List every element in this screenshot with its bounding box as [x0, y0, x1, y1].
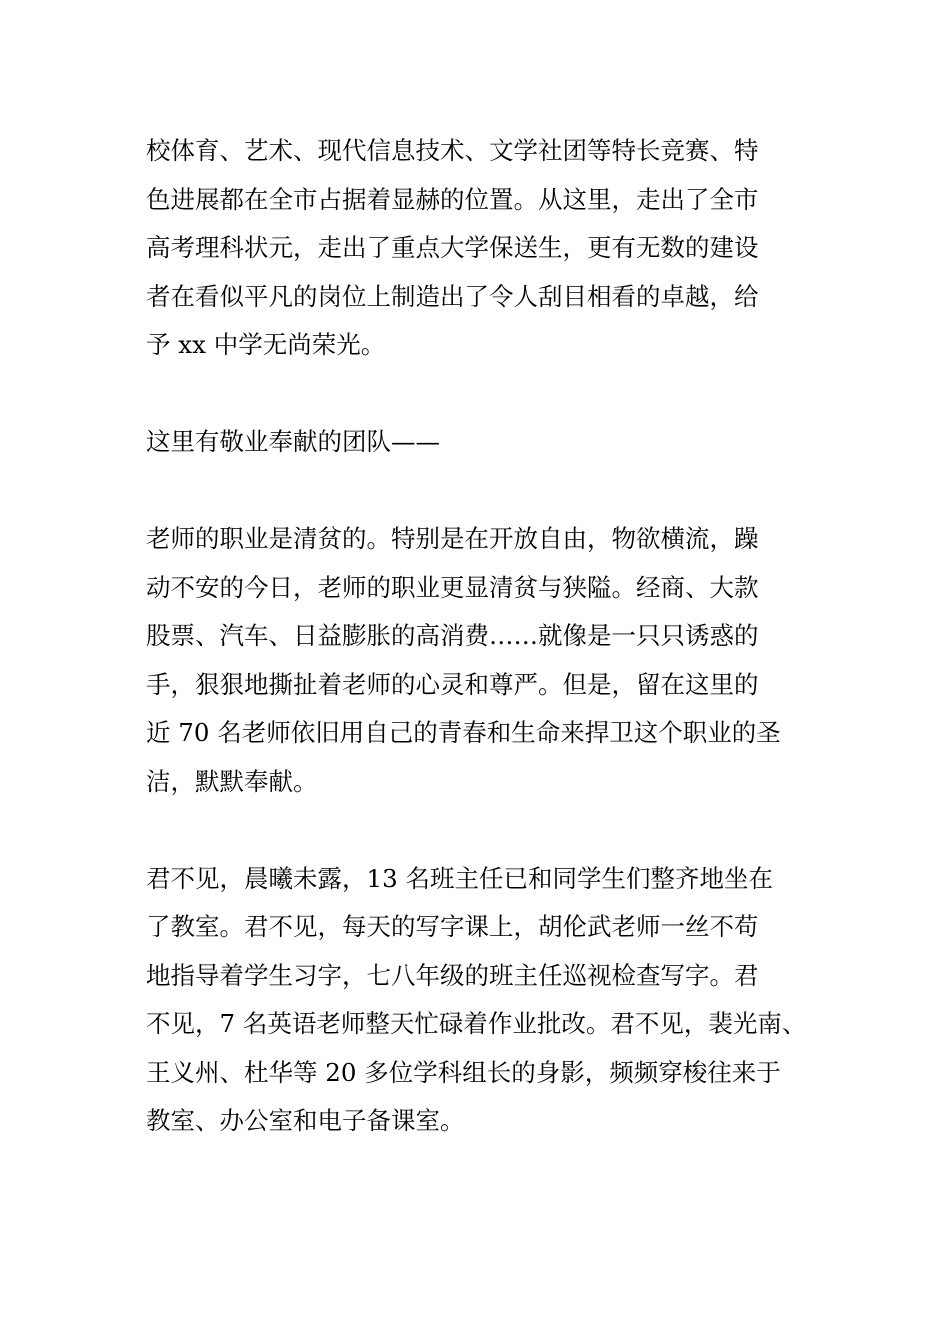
text-line: 高考理科状元，走出了重点大学保送生，更有无数的建设 — [146, 233, 759, 262]
text-line: 予 xx 中学无尚荣光。 — [146, 330, 386, 359]
text-line: 这里有敬业奉献的团队—— — [146, 427, 440, 456]
paragraph-teacher-profession — [146, 515, 836, 806]
text-line: 色进展都在全市占据着显赫的位置。从这里，走出了全市 — [146, 184, 759, 214]
document-body — [146, 127, 836, 1194]
text-line: 教室、办公室和电子备课室。 — [146, 1106, 465, 1135]
text-line: 近 70 名老师依旧用自己的青春和生命来捍卫这个职业的圣 — [146, 718, 781, 747]
text-line: 老师的职业是清贫的。特别是在开放自由，物欲横流，躁 — [146, 524, 759, 553]
text-line: 君不见，晨曦未露，13 名班主任已和同学生们整齐地坐在 — [146, 863, 773, 893]
text-line: 洁，默默奉献。 — [146, 766, 318, 796]
text-line: 不见，7 名英语老师整天忙碌着作业批改。君不见，裴光南、 — [146, 1009, 807, 1038]
text-line: 校体育、艺术、现代信息技术、文学社团等特长竞赛、特 — [146, 136, 759, 165]
text-line: 手，狠狠地撕扯着老师的心灵和尊严。但是，留在这里的 — [146, 669, 759, 699]
paragraph-achievements — [146, 127, 836, 370]
paragraph-dedication-examples — [146, 855, 836, 1146]
text-line: 动不安的今日，老师的职业更显清贫与狭隘。经商、大款 — [146, 572, 759, 602]
text-line: 者在看似平凡的岗位上制造出了令人刮目相看的卓越，给 — [146, 281, 759, 311]
text-line: 王义州、杜华等 20 多位学科组长的身影，频频穿梭往来于 — [146, 1057, 781, 1087]
paragraph-section-heading — [146, 418, 836, 467]
text-line: 了教室。君不见，每天的写字课上，胡伦武老师一丝不苟 — [146, 912, 759, 941]
text-line: 股票、汽车、日益膨胀的高消费……就像是一只只诱惑的 — [146, 621, 759, 650]
text-line: 地指导着学生习字，七八年级的班主任巡视检查写字。君 — [146, 960, 759, 990]
